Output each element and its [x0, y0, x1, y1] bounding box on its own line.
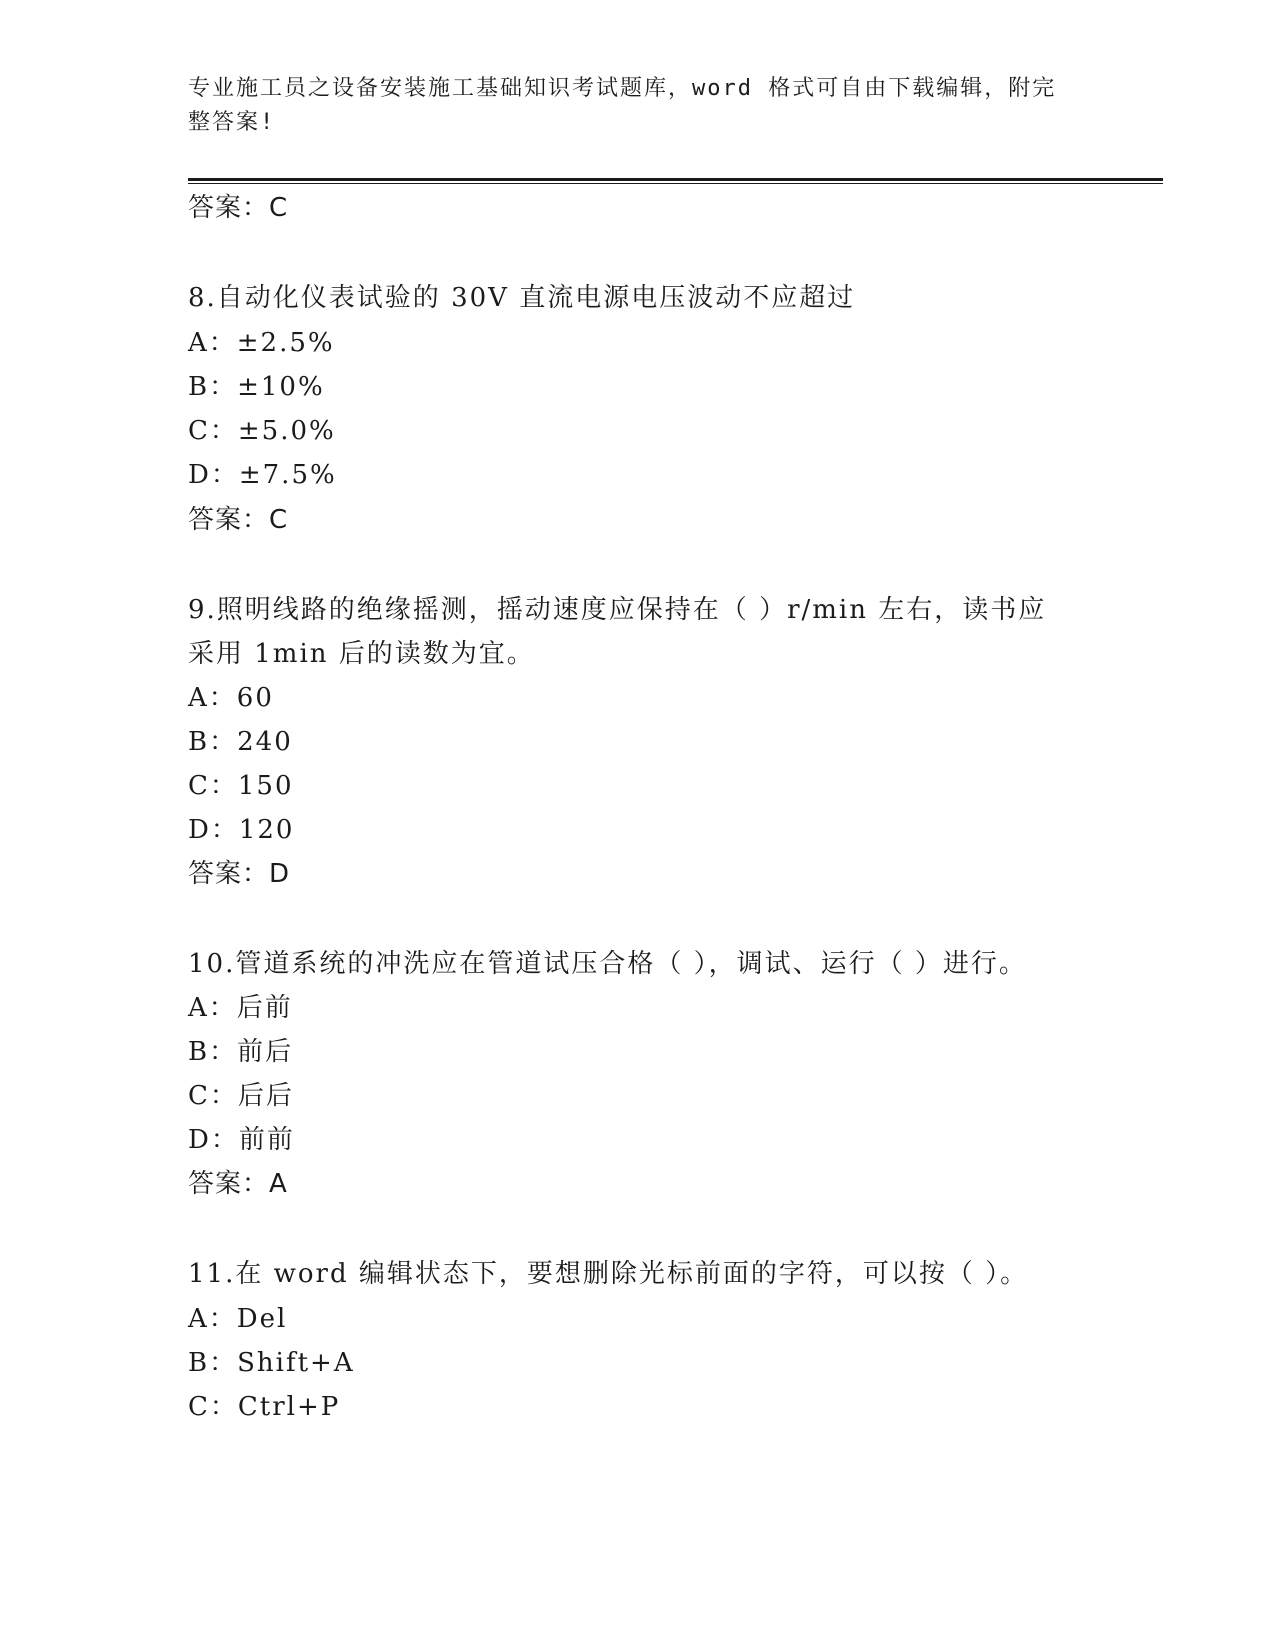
question-8-text: 8.自动化仪表试验的 30V 直流电源电压波动不应超过 — [188, 283, 856, 313]
question-11-text: 11.在 word 编辑状态下，要想删除光标前面的字符，可以按（ ）。 — [188, 1259, 1029, 1289]
question-10-answer: 答案：A — [188, 1169, 288, 1199]
question-9-option-b: B：240 — [188, 727, 293, 757]
question-9-text-line-2: 采用 1min 后的读数为宜。 — [188, 639, 535, 669]
question-9-option-d: D：120 — [188, 815, 295, 845]
question-9-answer: 答案：D — [188, 859, 291, 889]
question-9-option-c: C：150 — [188, 771, 294, 801]
question-8-option-c: C：±5.0% — [188, 416, 336, 446]
question-8-answer: 答案：C — [188, 505, 289, 535]
question-9-text-line-1: 9.照明线路的绝缘摇测，摇动速度应保持在（ ）r/min 左右，读书应 — [188, 595, 1047, 625]
question-11-option-c: C：Ctrl+P — [188, 1392, 341, 1422]
question-8-option-d: D：±7.5% — [188, 460, 337, 490]
question-10-text: 10.管道系统的冲洗应在管道试压合格（ ），调试、运行（ ）进行。 — [188, 949, 1027, 979]
question-11-option-b: B：Shift+A — [188, 1348, 355, 1378]
question-11-option-a: A：Del — [188, 1304, 288, 1334]
header-note-line-1: 专业施工员之设备安装施工基础知识考试题库，word 格式可自由下载编辑，附完 — [188, 76, 1057, 101]
question-9-option-a: A：60 — [188, 683, 274, 713]
question-10-option-a: A：后前 — [188, 993, 293, 1023]
header-note — [188, 72, 1068, 140]
header-divider-thin — [188, 183, 1163, 184]
question-8-option-a: A：±2.5% — [188, 328, 335, 358]
question-8-option-b: B：±10% — [188, 372, 325, 402]
header-divider-thick — [188, 178, 1163, 181]
header-note-line-2: 整答案! — [188, 110, 276, 135]
question-10-option-c: C：后后 — [188, 1081, 294, 1111]
answer-line: 答案：C — [188, 193, 289, 223]
question-10-option-d: D：前前 — [188, 1125, 295, 1155]
question-10-option-b: B：前后 — [188, 1037, 294, 1067]
